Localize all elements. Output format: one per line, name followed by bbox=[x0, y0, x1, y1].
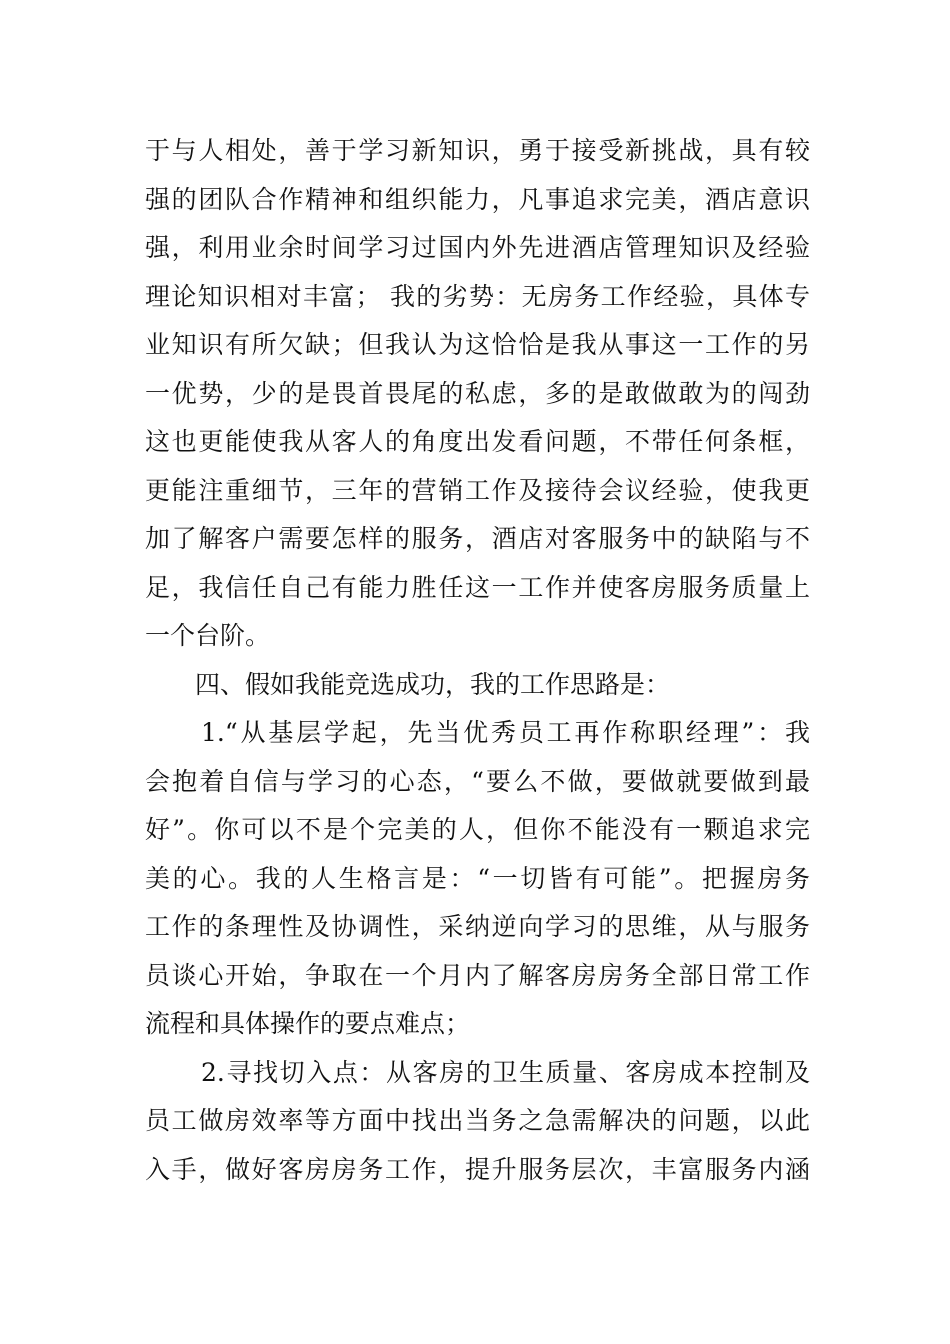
text-line: 会抱着自信与学习的心态，“要么不做，要做就要做到最 bbox=[145, 766, 810, 796]
text-line: 加了解客户需要怎样的服务，酒店对客服务中的缺陷与不 bbox=[145, 524, 810, 553]
text-line: 于与人相处，善于学习新知识，勇于接受新挑战，具有较 bbox=[145, 136, 810, 165]
text-line: 足，我信任自己有能力胜任这一工作并使客房服务质量上 bbox=[145, 572, 810, 602]
text-line: 工作的条理性及协调性，采纳逆向学习的思维，从与服务 bbox=[145, 912, 810, 941]
text-line: 一个台阶。 bbox=[145, 621, 271, 650]
text-line: 业知识有所欠缺；但我认为这恰恰是我从事这一工作的另 bbox=[145, 330, 810, 359]
list-item-start: 1.“从基层学起，先当优秀员工再作称职经理”：我 bbox=[201, 718, 810, 747]
text-line: 员工做房效率等方面中找出当务之急需解决的问题，以此 bbox=[145, 1106, 810, 1135]
text-line: 美的心。我的人生格言是：“一切皆有可能”。把握房务 bbox=[145, 863, 810, 893]
text-line: 好”。你可以不是个完美的人，但你不能没有一颗追求完 bbox=[145, 815, 810, 844]
document-body bbox=[145, 127, 810, 1194]
text-line: 员谈心开始，争取在一个月内了解客房房务全部日常工作 bbox=[145, 960, 810, 990]
text-line: 强，利用业余时间学习过国内外先进酒店管理知识及经验 bbox=[145, 233, 810, 262]
text-line: 强的团队合作精神和组织能力，凡事追求完美，酒店意识 bbox=[145, 184, 810, 214]
text-line: 更能注重细节，三年的营销工作及接待会议经验，使我更 bbox=[145, 475, 810, 505]
section-heading: 四、假如我能竞选成功，我的工作思路是： bbox=[195, 669, 671, 699]
text-line: 理论知识相对丰富； 我的劣势：无房务工作经验，具体专 bbox=[145, 281, 810, 311]
list-item-start: 2.寻找切入点：从客房的卫生质量、客房成本控制及 bbox=[201, 1057, 810, 1087]
text-line: 一优势，少的是畏首畏尾的私虑，多的是敢做敢为的闯劲 bbox=[145, 378, 810, 408]
text-line: 入手，做好客房房务工作，提升服务层次，丰富服务内涵 bbox=[145, 1154, 810, 1184]
text-line: 流程和具体操作的要点难点； bbox=[145, 1009, 471, 1038]
text-line: 这也更能使我从客人的角度出发看问题，不带任何条框， bbox=[145, 427, 810, 456]
